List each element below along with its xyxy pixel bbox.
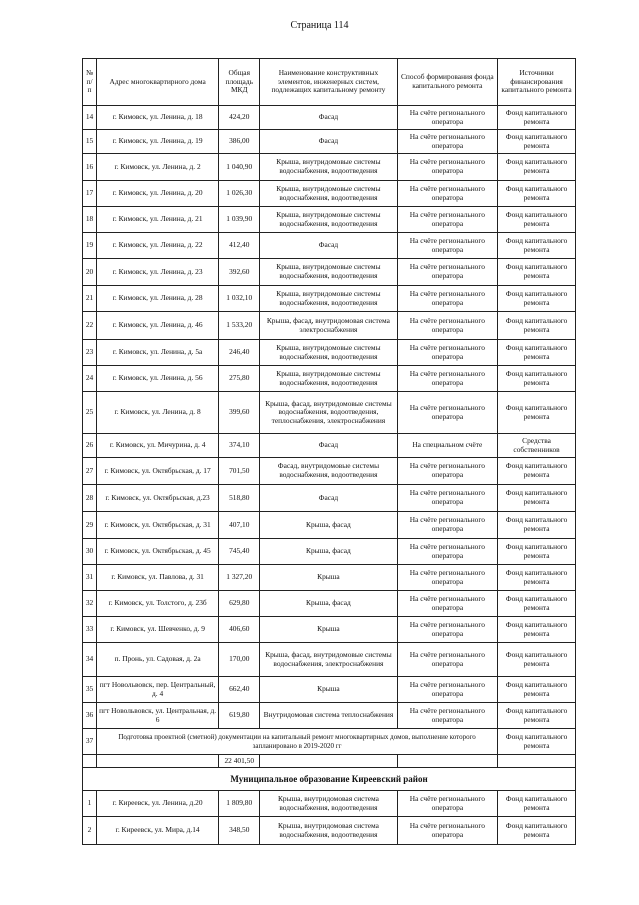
row-works: Крыша, фасад — [260, 539, 397, 565]
row-num: 25 — [83, 392, 97, 434]
section-header-row — [83, 768, 576, 791]
row-source: Фонд капитального ремонта — [498, 154, 576, 181]
row-address: пгт Новольвовск, ул. Центральная, д. 6 — [97, 703, 219, 729]
row-works: Фасад — [260, 233, 397, 259]
table-row — [83, 130, 576, 154]
total-area: 22 401,50 — [219, 755, 260, 768]
row-works: Крыша, фасад, внутридомовые системы водоснабжения, электроснабжения — [260, 643, 397, 677]
header-num: № п/п — [83, 59, 97, 106]
row-address: г. Кимовск, ул. Ленина, д. 18 — [97, 106, 219, 130]
row-area: 1 026,30 — [219, 181, 260, 207]
row-method: На счёте регионального оператора — [397, 565, 498, 591]
row-source: Фонд капитального ремонта — [498, 130, 576, 154]
row-area: 662,40 — [219, 677, 260, 703]
table-row — [83, 312, 576, 340]
row-area: 348,50 — [219, 817, 260, 845]
row-address: г. Кимовск, ул. Ленина, д. 19 — [97, 130, 219, 154]
row-works: Крыша — [260, 565, 397, 591]
row-num: 1 — [83, 791, 97, 817]
row-source: Фонд капитального ремонта — [498, 312, 576, 340]
row-source: Фонд капитального ремонта — [498, 485, 576, 512]
row-source: Фонд капитального ремонта — [498, 677, 576, 703]
row-num: 20 — [83, 259, 97, 286]
row-works: Фасад — [260, 106, 397, 130]
row-num: 22 — [83, 312, 97, 340]
row-method: На счёте регионального оператора — [397, 259, 498, 286]
row-area: 407,10 — [219, 512, 260, 539]
row-method: На счёте регионального оператора — [397, 106, 498, 130]
row-num: 21 — [83, 286, 97, 312]
row-source: Фонд капитального ремонта — [498, 233, 576, 259]
row-area: 1 039,90 — [219, 207, 260, 233]
row-address: г. Кимовск, ул. Ленина, д. 2 — [97, 154, 219, 181]
row-method: На счёте регионального оператора — [397, 539, 498, 565]
total-row — [83, 755, 576, 768]
row-works: Крыша, фасад — [260, 591, 397, 617]
row-area: 386,00 — [219, 130, 260, 154]
row-area: 374,10 — [219, 434, 260, 458]
row-num: 33 — [83, 617, 97, 643]
header-method: Способ формирования фонда капитального ремонта — [397, 59, 498, 106]
row-method: На счёте регионального оператора — [397, 207, 498, 233]
row-method: На счёте регионального оператора — [397, 703, 498, 729]
row-method: На счёте регионального оператора — [397, 340, 498, 366]
row-area: 701,50 — [219, 458, 260, 485]
row-num: 27 — [83, 458, 97, 485]
row-source: Фонд капитального ремонта — [498, 791, 576, 817]
row-works: Крыша, фасад, внутридомовые системы водоснабжения, водоотведения, теплоснабжения, электроснабжения — [260, 392, 397, 434]
row-address: г. Кимовск, ул. Ленина, д. 23 — [97, 259, 219, 286]
row-address: г. Киреевск, ул. Ленина, д.20 — [97, 791, 219, 817]
row-method: На счёте регионального оператора — [397, 312, 498, 340]
table-row — [83, 181, 576, 207]
row-works: Крыша, фасад, внутридомовая система электроснабжения — [260, 312, 397, 340]
table-row — [83, 617, 576, 643]
row-area: 275,80 — [219, 366, 260, 392]
row-area: 619,80 — [219, 703, 260, 729]
table-row — [83, 392, 576, 434]
table-row — [83, 154, 576, 181]
row-works: Фасад — [260, 434, 397, 458]
table-row — [83, 233, 576, 259]
row-source: Фонд капитального ремонта — [498, 340, 576, 366]
row-method: На счёте регионального оператора — [397, 817, 498, 845]
row-works: Крыша, внутридомовые системы водоснабжения, водоотведения — [260, 340, 397, 366]
row-num: 24 — [83, 366, 97, 392]
row-works: Крыша, внутридомовая система водоснабжения, водоотведения — [260, 791, 397, 817]
table-row — [83, 643, 576, 677]
row-area: 246,40 — [219, 340, 260, 366]
row-works: Крыша, внутридомовые системы водоснабжения, водоотведения — [260, 154, 397, 181]
header-row — [83, 59, 576, 106]
table-row — [83, 539, 576, 565]
row-num: 35 — [83, 677, 97, 703]
row-num: 19 — [83, 233, 97, 259]
table-row — [83, 703, 576, 729]
row-num: 14 — [83, 106, 97, 130]
table-row — [83, 106, 576, 130]
row-area: 412,40 — [219, 233, 260, 259]
row-num: 29 — [83, 512, 97, 539]
row-num: 34 — [83, 643, 97, 677]
row-works: Крыша, фасад — [260, 512, 397, 539]
table-row — [83, 677, 576, 703]
header-works: Наименование конструктивных элементов, инженерных систем, подлежащих капитальному ремонту — [260, 59, 397, 106]
page-title: Страница 114 — [290, 20, 349, 31]
row-address: г. Кимовск, ул. Октябрьская, д. 45 — [97, 539, 219, 565]
row-method: На счёте регионального оператора — [397, 233, 498, 259]
row-works: Фасад — [260, 485, 397, 512]
row-works: Крыша, внутридомовая система водоснабжения, водоотведения — [260, 817, 397, 845]
row-works: Крыша — [260, 677, 397, 703]
row-num: 16 — [83, 154, 97, 181]
row-source: Фонд капитального ремонта — [498, 512, 576, 539]
row-area: 399,60 — [219, 392, 260, 434]
row-source: Средства собственников — [498, 434, 576, 458]
row-area: 170,00 — [219, 643, 260, 677]
table-row — [83, 565, 576, 591]
row-method: На счёте регионального оператора — [397, 392, 498, 434]
row-area: 1 032,10 — [219, 286, 260, 312]
row-source: Фонд капитального ремонта — [498, 591, 576, 617]
row-source: Фонд капитального ремонта — [498, 392, 576, 434]
row-works: Крыша, внутридомовые системы водоснабжения, водоотведения — [260, 181, 397, 207]
row-source: Фонд капитального ремонта — [498, 259, 576, 286]
row-works: Фасад, внутридомовые системы водоснабжения, водоотведения — [260, 458, 397, 485]
row-method: На счёте регионального оператора — [397, 154, 498, 181]
row-works: Крыша, внутридомовые системы водоснабжения, водоотведения — [260, 259, 397, 286]
row-method: На счёте регионального оператора — [397, 366, 498, 392]
row-area: 392,60 — [219, 259, 260, 286]
table-row — [83, 259, 576, 286]
table-row — [83, 434, 576, 458]
row-area: 1 040,90 — [219, 154, 260, 181]
row-address: г. Кимовск, ул. Ленина, д. 5а — [97, 340, 219, 366]
section-title: Муниципальное образование Киреевский район — [83, 768, 576, 791]
table-row — [83, 591, 576, 617]
row-source: Фонд капитального ремонта — [498, 366, 576, 392]
row-num: 15 — [83, 130, 97, 154]
row-address: г. Кимовск, ул. Октябрьская, д. 31 — [97, 512, 219, 539]
row-source: Фонд капитального ремонта — [498, 643, 576, 677]
table-row — [83, 512, 576, 539]
row-area: 745,40 — [219, 539, 260, 565]
row-num: 2 — [83, 817, 97, 845]
row-address: г. Кимовск, ул. Павлова, д. 31 — [97, 565, 219, 591]
row-works: Крыша, внутридомовые системы водоснабжения, водоотведения — [260, 207, 397, 233]
row-method: На счёте регионального оператора — [397, 617, 498, 643]
table-row — [83, 485, 576, 512]
table-row — [83, 458, 576, 485]
table-row — [83, 207, 576, 233]
row-source: Фонд капитального ремонта — [498, 729, 576, 755]
row-method: На счёте регионального оператора — [397, 677, 498, 703]
row-address: г. Кимовск, ул. Ленина, д. 21 — [97, 207, 219, 233]
row-source: Фонд капитального ремонта — [498, 286, 576, 312]
row-address: г. Кимовск, ул. Октябрьская, д.23 — [97, 485, 219, 512]
row-method: На счёте регионального оператора — [397, 643, 498, 677]
row-method: На счёте регионального оператора — [397, 512, 498, 539]
row-method: На счёте регионального оператора — [397, 458, 498, 485]
row-source: Фонд капитального ремонта — [498, 207, 576, 233]
row-num: 37 — [83, 729, 97, 755]
header-area: Общая площадь МКД — [219, 59, 260, 106]
row-num: 32 — [83, 591, 97, 617]
row-address: г. Кимовск, ул. Ленина, д. 28 — [97, 286, 219, 312]
row-address: г. Кимовск, ул. Ленина, д. 8 — [97, 392, 219, 434]
row-area: 1 533,20 — [219, 312, 260, 340]
row-works: Крыша, внутридомовые системы водоснабжения, водоотведения — [260, 366, 397, 392]
row-source: Фонд капитального ремонта — [498, 106, 576, 130]
row-works: Фасад — [260, 130, 397, 154]
header-source: Источники финансирования капитального ремонта — [498, 59, 576, 106]
row-address: г. Киреевск, ул. Мира, д.14 — [97, 817, 219, 845]
row-works: Крыша, внутридомовые системы водоснабжения, водоотведения — [260, 286, 397, 312]
row-method: На счёте регионального оператора — [397, 791, 498, 817]
row-works: Крыша — [260, 617, 397, 643]
row-num: 30 — [83, 539, 97, 565]
row-method: На счёте регионального оператора — [397, 181, 498, 207]
row-num: 17 — [83, 181, 97, 207]
row-area: 1 327,20 — [219, 565, 260, 591]
row-source: Фонд капитального ремонта — [498, 703, 576, 729]
row-num: 23 — [83, 340, 97, 366]
row-address: пгт Новольвовск, пер. Центральный, д. 4 — [97, 677, 219, 703]
row-method: На счёте регионального оператора — [397, 485, 498, 512]
row-area: 629,80 — [219, 591, 260, 617]
row-source: Фонд капитального ремонта — [498, 817, 576, 845]
row-works: Внутридомовая система теплоснабжения — [260, 703, 397, 729]
row-address: г. Кимовск, ул. Мичурина, д. 4 — [97, 434, 219, 458]
repair-table — [82, 58, 576, 845]
row-source: Фонд капитального ремонта — [498, 617, 576, 643]
row-area: 406,60 — [219, 617, 260, 643]
row-num: 31 — [83, 565, 97, 591]
row-area: 424,20 — [219, 106, 260, 130]
row-num: 26 — [83, 434, 97, 458]
row-source: Фонд капитального ремонта — [498, 565, 576, 591]
row-area: 518,80 — [219, 485, 260, 512]
row-source: Фонд капитального ремонта — [498, 181, 576, 207]
row-num: 18 — [83, 207, 97, 233]
row-address: г. Кимовск, ул. Ленина, д. 46 — [97, 312, 219, 340]
row-address: г. Кимовск, ул. Ленина, д. 20 — [97, 181, 219, 207]
table-row-37 — [83, 729, 576, 755]
row-method: На счёте регионального оператора — [397, 130, 498, 154]
row-address: г. Кимовск, ул. Шевченко, д. 9 — [97, 617, 219, 643]
row-method: На счёте регионального оператора — [397, 286, 498, 312]
row-method: На специальном счёте — [397, 434, 498, 458]
row-area: 1 809,80 — [219, 791, 260, 817]
row-method: На счёте регионального оператора — [397, 591, 498, 617]
row-num: 36 — [83, 703, 97, 729]
table-row — [83, 817, 576, 845]
row-address: г. Кимовск, ул. Ленина, д. 56 — [97, 366, 219, 392]
table-row — [83, 366, 576, 392]
row-address: п. Пронь, ул. Садовая, д. 2а — [97, 643, 219, 677]
row-address: г. Кимовск, ул. Ленина, д. 22 — [97, 233, 219, 259]
row-address: г. Кимовск, ул. Октябрьская, д. 17 — [97, 458, 219, 485]
row-note: Подготовка проектной (сметной) документации на капитальный ремонт многоквартирных домов, выполнение которого запланировано в 2019-2020 гг — [97, 729, 498, 755]
row-address: г. Кимовск, ул. Толстого, д. 23б — [97, 591, 219, 617]
header-address: Адрес многоквартирного дома — [97, 59, 219, 106]
row-source: Фонд капитального ремонта — [498, 458, 576, 485]
row-num: 28 — [83, 485, 97, 512]
row-source: Фонд капитального ремонта — [498, 539, 576, 565]
table-row — [83, 286, 576, 312]
table-row — [83, 340, 576, 366]
table-row — [83, 791, 576, 817]
